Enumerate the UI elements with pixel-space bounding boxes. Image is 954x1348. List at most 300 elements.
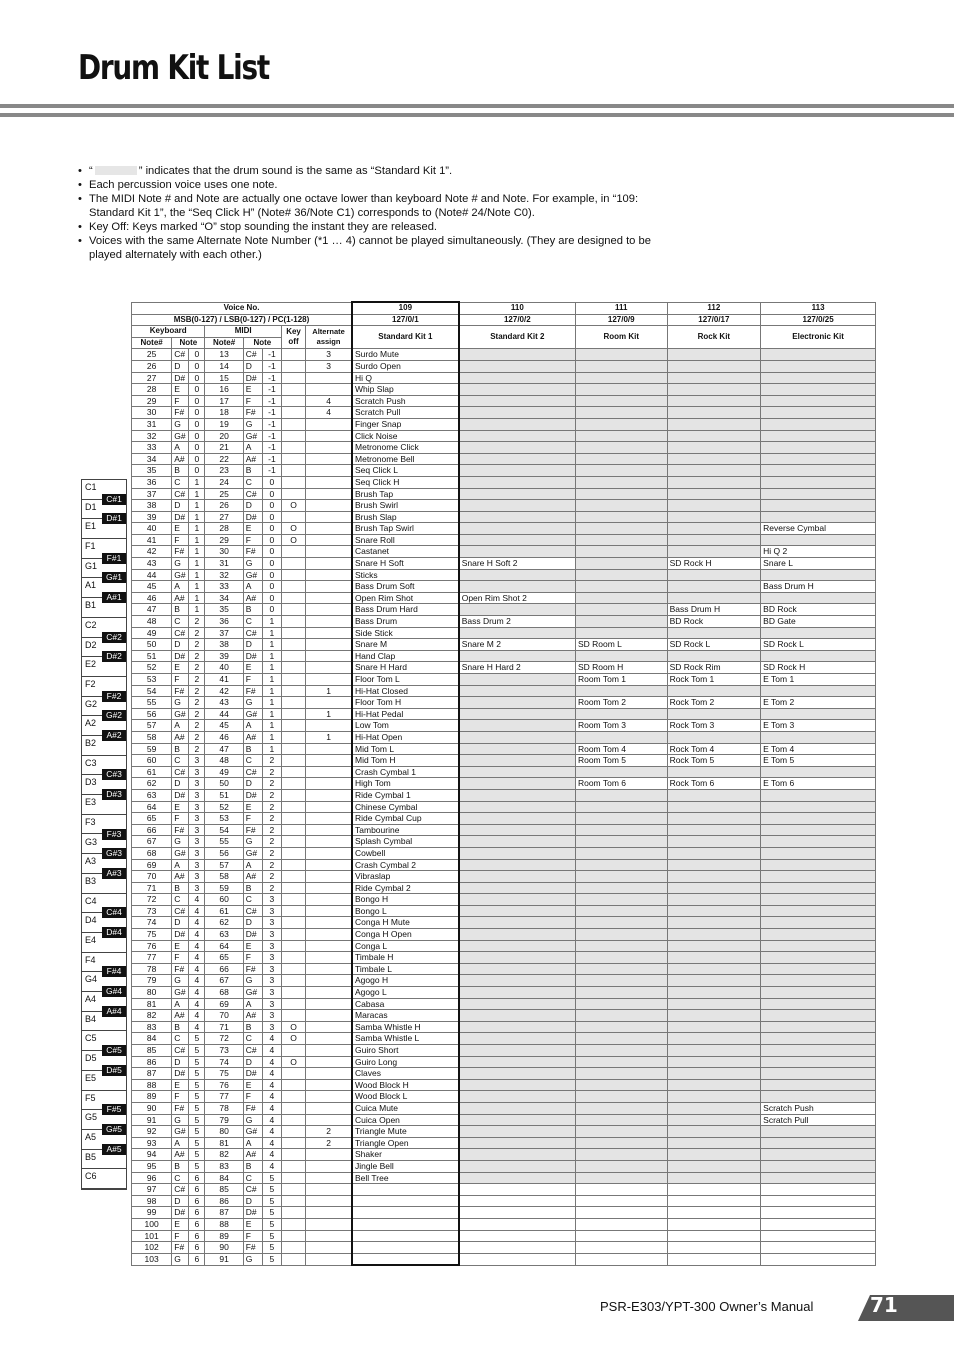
kbd-octave-cell: 0 [189,372,205,384]
midi-octave-cell: 4 [262,1091,281,1103]
key-off-cell [281,813,305,825]
midi-octave-cell: 4 [262,1102,281,1114]
kit3-voice-cell [575,836,667,848]
midi-note-num-cell: 22 [205,453,243,465]
midi-note-cell: C [243,1172,262,1184]
kit1-voice-cell: Sticks [352,569,459,581]
header-rule-bottom [0,113,954,117]
table-row [132,1091,876,1103]
kit4-voice-cell [667,407,761,419]
kbd-octave-cell: 4 [189,1010,205,1022]
alternate-cell [306,963,352,975]
kbd-octave-cell: 0 [189,395,205,407]
alternate-cell [306,523,352,535]
kbd-note-num-cell: 32 [132,430,172,442]
alternate-cell [306,1033,352,1045]
kit4-voice-cell [667,847,761,859]
key-off-cell [281,929,305,941]
kbd-octave-cell: 2 [189,731,205,743]
table-row [132,905,876,917]
midi-octave-cell: -1 [262,395,281,407]
kit-msb: 127/0/2 [459,314,576,326]
kit2-voice-cell [459,1207,576,1219]
kit3-voice-cell [575,442,667,454]
kit-msb: 127/0/1 [352,314,459,326]
table-row [132,442,876,454]
kit2-voice-cell [459,987,576,999]
kit3-voice-cell [575,1218,667,1230]
kit2-voice-cell [459,1114,576,1126]
kit3-voice-cell [575,1091,667,1103]
kit5-voice-cell: Snare L [761,558,876,570]
table-row [132,372,876,384]
key-off-cell [281,511,305,523]
kit2-voice-cell [459,1253,576,1265]
kit2-voice-cell: Bass Drum 2 [459,616,576,628]
midi-note-cell: D# [243,1068,262,1080]
midi-note-num-cell: 83 [205,1160,243,1172]
kit3-voice-cell [575,1056,667,1068]
key-off-cell [281,917,305,929]
midi-note-cell: F [243,813,262,825]
kbd-octave-cell: 2 [189,743,205,755]
kit5-voice-cell: Hi Q 2 [761,546,876,558]
kit2-voice-cell: Snare H Soft 2 [459,558,576,570]
kbd-note-num-cell: 82 [132,1010,172,1022]
kit2-voice-cell [459,824,576,836]
key-off-cell [281,963,305,975]
kit5-voice-cell: Scratch Push [761,1102,876,1114]
kit5-voice-cell [761,627,876,639]
kit3-voice-cell [575,1195,667,1207]
white-key-label: A4 [85,994,97,1005]
midi-note-cell: E [243,1079,262,1091]
note-item: • Key Off: Keys marked “O” stop sounding the instant they are released. [78,220,668,234]
midi-note-num-cell: 67 [205,975,243,987]
kit4-voice-cell [667,476,761,488]
black-key: A#2 [102,730,126,741]
alternate-cell [306,905,352,917]
kbd-octave-cell: 5 [189,1160,205,1172]
kbd-octave-cell: 2 [189,697,205,709]
kbd-note-cell: A [172,998,189,1010]
midi-note-cell: B [243,743,262,755]
key-off-cell [281,1218,305,1230]
kit5-voice-cell [761,1137,876,1149]
kit4-voice-cell [667,1172,761,1184]
kbd-note-num-cell: 72 [132,894,172,906]
kbd-note-num-cell: 95 [132,1160,172,1172]
kit4-voice-cell [667,882,761,894]
kbd-note-cell: D# [172,1068,189,1080]
kbd-note-num-cell: 58 [132,731,172,743]
kit2-voice-cell [459,407,576,419]
kbd-octave-cell: 6 [189,1242,205,1254]
kit5-voice-cell: Bass Drum H [761,581,876,593]
kbd-octave-cell: 0 [189,430,205,442]
kbd-note-num-cell: 30 [132,407,172,419]
table-row [132,766,876,778]
midi-octave-cell: 2 [262,766,281,778]
midi-note-num-cell: 82 [205,1149,243,1161]
kit4-voice-cell [667,1045,761,1057]
black-key: G#3 [102,848,126,859]
key-off-cell: O [281,1021,305,1033]
white-key-label: G1 [85,560,98,571]
alternate-cell [306,1021,352,1033]
kbd-note-cell: G [172,558,189,570]
black-key: D#5 [102,1065,126,1076]
kit2-voice-cell [459,395,576,407]
kit3-voice-cell [575,708,667,720]
midi-octave-cell: 2 [262,836,281,848]
midi-octave-cell: 1 [262,616,281,628]
kit4-voice-cell [667,963,761,975]
alternate-cell [306,836,352,848]
kbd-octave-cell: 1 [189,558,205,570]
kbd-note-num-cell: 86 [132,1056,172,1068]
midi-octave-cell: 4 [262,1045,281,1057]
kit2-voice-cell [459,349,576,361]
key-off-cell [281,1253,305,1265]
midi-octave-cell: 0 [262,534,281,546]
kbd-note-cell: A [172,442,189,454]
table-row [132,384,876,396]
key-off-cell [281,407,305,419]
table-row [132,1114,876,1126]
kit4-voice-cell [667,511,761,523]
kit4-voice-cell [667,1253,761,1265]
kit-no: 110 [459,302,576,314]
alternate-cell: 4 [306,407,352,419]
alternate-cell [306,662,352,674]
kit5-voice-cell [761,349,876,361]
kit4-voice-cell [667,488,761,500]
key-off-cell [281,639,305,651]
kit4-voice-cell [667,1218,761,1230]
kbd-note-num-cell: 46 [132,592,172,604]
midi-octave-cell: 4 [262,1056,281,1068]
table-row [132,755,876,767]
midi-note-num-cell: 85 [205,1184,243,1196]
kbd-note-num-cell: 61 [132,766,172,778]
kit2-voice-cell [459,1079,576,1091]
white-key-label: B5 [85,1151,97,1162]
alternate-cell [306,511,352,523]
kit4-voice-cell [667,998,761,1010]
midi-note-cell: F [243,674,262,686]
kbd-octave-cell: 4 [189,1021,205,1033]
kbd-note-num-cell: 89 [132,1091,172,1103]
midi-note-num-cell: 72 [205,1033,243,1045]
kbd-octave-cell: 3 [189,766,205,778]
kit3-voice-cell [575,847,667,859]
kit2-voice-cell [459,813,576,825]
kit5-voice-cell [761,894,876,906]
midi-note-num-cell: 33 [205,581,243,593]
alternate-cell [306,465,352,477]
kit4-voice-cell [667,708,761,720]
kit5-voice-cell [761,1021,876,1033]
kit1-voice-cell: Ride Cymbal Cup [352,813,459,825]
midi-note-num-cell: 46 [205,731,243,743]
kit5-voice-cell [761,407,876,419]
midi-note-cell: D [243,1056,262,1068]
table-row [132,743,876,755]
midi-octave-cell: 2 [262,801,281,813]
black-key: G#4 [102,986,126,997]
kit2-voice-cell [459,929,576,941]
kit2-voice-cell [459,674,576,686]
kbd-octave-cell: 6 [189,1218,205,1230]
alternate-cell: 2 [306,1126,352,1138]
kit2-voice-cell [459,1102,576,1114]
kit2-voice-cell [459,789,576,801]
kit4-voice-cell [667,813,761,825]
kbd-note-cell: F# [172,1102,189,1114]
kit4-voice-cell [667,650,761,662]
midi-note-num-cell: 61 [205,905,243,917]
table-row [132,465,876,477]
midi-note-cell: A# [243,1149,262,1161]
midi-note-num-cell: 65 [205,952,243,964]
key-off-cell [281,1149,305,1161]
midi-note-num-cell: 18 [205,407,243,419]
kit5-voice-cell [761,987,876,999]
kit5-voice-cell [761,801,876,813]
black-key: G#1 [102,572,126,583]
kit4-voice-cell: Rock Tom 3 [667,720,761,732]
midi-note-num-cell: 79 [205,1114,243,1126]
kit3-voice-cell [575,627,667,639]
table-row [132,1010,876,1022]
kit3-voice-cell [575,349,667,361]
kbd-note-cell: G [172,697,189,709]
kit2-voice-cell [459,1068,576,1080]
midi-octave-cell: 5 [262,1172,281,1184]
key-off-cell [281,859,305,871]
kit5-voice-cell [761,975,876,987]
table-row [132,674,876,686]
kbd-note-cell: C# [172,905,189,917]
midi-note-num-cell: 76 [205,1079,243,1091]
kbd-note-cell: C# [172,349,189,361]
midi-note-cell: D# [243,650,262,662]
midi-octave-cell: 4 [262,1160,281,1172]
kit5-voice-cell [761,1033,876,1045]
alternate-cell [306,604,352,616]
kbd-note-cell: A# [172,1010,189,1022]
kit1-voice-cell: Bass Drum Soft [352,581,459,593]
kbd-octave-cell: 6 [189,1207,205,1219]
kit5-voice-cell [761,813,876,825]
kit2-voice-cell [459,650,576,662]
kit2-voice-cell [459,1160,576,1172]
kit3-voice-cell [575,917,667,929]
kbd-octave-cell: 4 [189,905,205,917]
alternate-cell [306,743,352,755]
table-row [132,500,876,512]
kit2-voice-cell [459,871,576,883]
key-off-cell [281,1172,305,1184]
kit3-voice-cell [575,511,667,523]
kbd-note-cell: E [172,384,189,396]
key-off-cell [281,766,305,778]
kbd-note-header: Note [172,337,205,349]
kit5-voice-cell [761,1091,876,1103]
alternate-cell [306,442,352,454]
kbd-note-num-cell: 75 [132,929,172,941]
white-key-label: A2 [85,718,97,729]
kbd-note-num-cell: 51 [132,650,172,662]
kbd-note-num-cell: 55 [132,697,172,709]
kit5-voice-cell [761,1207,876,1219]
kbd-note-num-cell: 77 [132,952,172,964]
midi-note-num-cell: 24 [205,476,243,488]
kbd-octave-cell: 5 [189,1126,205,1138]
key-off-cell [281,894,305,906]
kbd-octave-cell: 2 [189,708,205,720]
white-key-label: C6 [85,1171,97,1182]
table-row [132,558,876,570]
alternate-cell [306,1195,352,1207]
white-key-label: B4 [85,1013,97,1024]
midi-octave-cell: 5 [262,1207,281,1219]
alternate-cell [306,720,352,732]
key-off-cell [281,789,305,801]
midi-note-num-header: Note# [205,337,243,349]
kit4-voice-cell [667,1033,761,1045]
kit3-voice-cell [575,1149,667,1161]
kit5-voice-cell [761,395,876,407]
table-row [132,1195,876,1207]
kit3-voice-cell [575,940,667,952]
midi-note-cell: C [243,1033,262,1045]
midi-note-num-cell: 70 [205,1010,243,1022]
midi-note-num-cell: 84 [205,1172,243,1184]
alternate-cell [306,778,352,790]
midi-note-num-cell: 31 [205,558,243,570]
black-key: F#1 [102,553,126,564]
kbd-octave-cell: 1 [189,523,205,535]
kit2-voice-cell [459,1218,576,1230]
midi-note-num-cell: 13 [205,349,243,361]
kbd-note-num-cell: 41 [132,534,172,546]
kit3-voice-cell [575,685,667,697]
kit1-voice-cell: Hi-Hat Pedal [352,708,459,720]
midi-note-num-cell: 69 [205,998,243,1010]
black-key: C#2 [102,632,126,643]
kbd-note-num-cell: 64 [132,801,172,813]
kbd-octave-cell: 3 [189,801,205,813]
kbd-note-cell: F# [172,685,189,697]
kit5-voice-cell [761,442,876,454]
midi-note-cell: D# [243,1207,262,1219]
kit2-voice-cell [459,836,576,848]
table-row [132,1068,876,1080]
white-key-label: A3 [85,856,97,867]
kit3-voice-cell [575,952,667,964]
kit2-voice-cell [459,534,576,546]
kit4-voice-cell [667,1149,761,1161]
midi-note-num-cell: 49 [205,766,243,778]
white-key-label: G3 [85,836,98,847]
kbd-note-num-cell: 66 [132,824,172,836]
kit5-voice-cell [761,685,876,697]
kbd-note-cell: B [172,882,189,894]
midi-octave-cell: 2 [262,755,281,767]
kit2-voice-cell [459,511,576,523]
midi-note-num-cell: 21 [205,442,243,454]
table-row [132,824,876,836]
key-off-cell [281,697,305,709]
kbd-note-num-cell: 81 [132,998,172,1010]
black-key: C#4 [102,907,126,918]
kit4-voice-cell [667,395,761,407]
kbd-octave-cell: 3 [189,882,205,894]
table-row [132,511,876,523]
kbd-note-num-cell: 28 [132,384,172,396]
kit4-voice-cell [667,1184,761,1196]
kit3-voice-cell [575,616,667,628]
key-off-cell [281,569,305,581]
table-row [132,1137,876,1149]
kit5-voice-cell: E Tom 4 [761,743,876,755]
kit4-voice-cell [667,824,761,836]
table-row [132,685,876,697]
midi-octave-cell: 1 [262,697,281,709]
kit3-voice-cell [575,1230,667,1242]
kit4-voice-cell: Rock Tom 2 [667,697,761,709]
white-key-label: E5 [85,1072,97,1083]
midi-note-cell: A [243,1137,262,1149]
kbd-note-num-cell: 50 [132,639,172,651]
table-row [132,1230,876,1242]
midi-octave-cell: -1 [262,442,281,454]
key-off-cell [281,384,305,396]
kbd-octave-cell: 0 [189,442,205,454]
white-key-label: G2 [85,698,98,709]
white-key-label: E3 [85,797,97,808]
kit-msb: 127/0/17 [667,314,761,326]
kbd-note-num-cell: 27 [132,372,172,384]
black-key: F#4 [102,966,126,977]
kit2-voice-cell [459,1172,576,1184]
table-row [132,1184,876,1196]
kit-name: Standard Kit 1 [352,326,459,349]
kit4-voice-cell [667,1102,761,1114]
kit1-voice-cell [352,1218,459,1230]
table-row [132,360,876,372]
midi-note-num-cell: 16 [205,384,243,396]
kit1-voice-cell: Surdo Mute [352,349,459,361]
kbd-note-num-cell: 69 [132,859,172,871]
table-row [132,349,876,361]
kbd-note-num-header: Note# [132,337,172,349]
kbd-note-cell: C [172,476,189,488]
kbd-note-cell: G [172,836,189,848]
white-key-label: D2 [85,639,97,650]
table-row [132,940,876,952]
midi-note-num-cell: 27 [205,511,243,523]
kit2-voice-cell [459,523,576,535]
alternate-cell [306,616,352,628]
table-row [132,987,876,999]
table-row [132,778,876,790]
table-row [132,697,876,709]
kit3-voice-cell [575,859,667,871]
white-key-label: F2 [85,678,96,689]
